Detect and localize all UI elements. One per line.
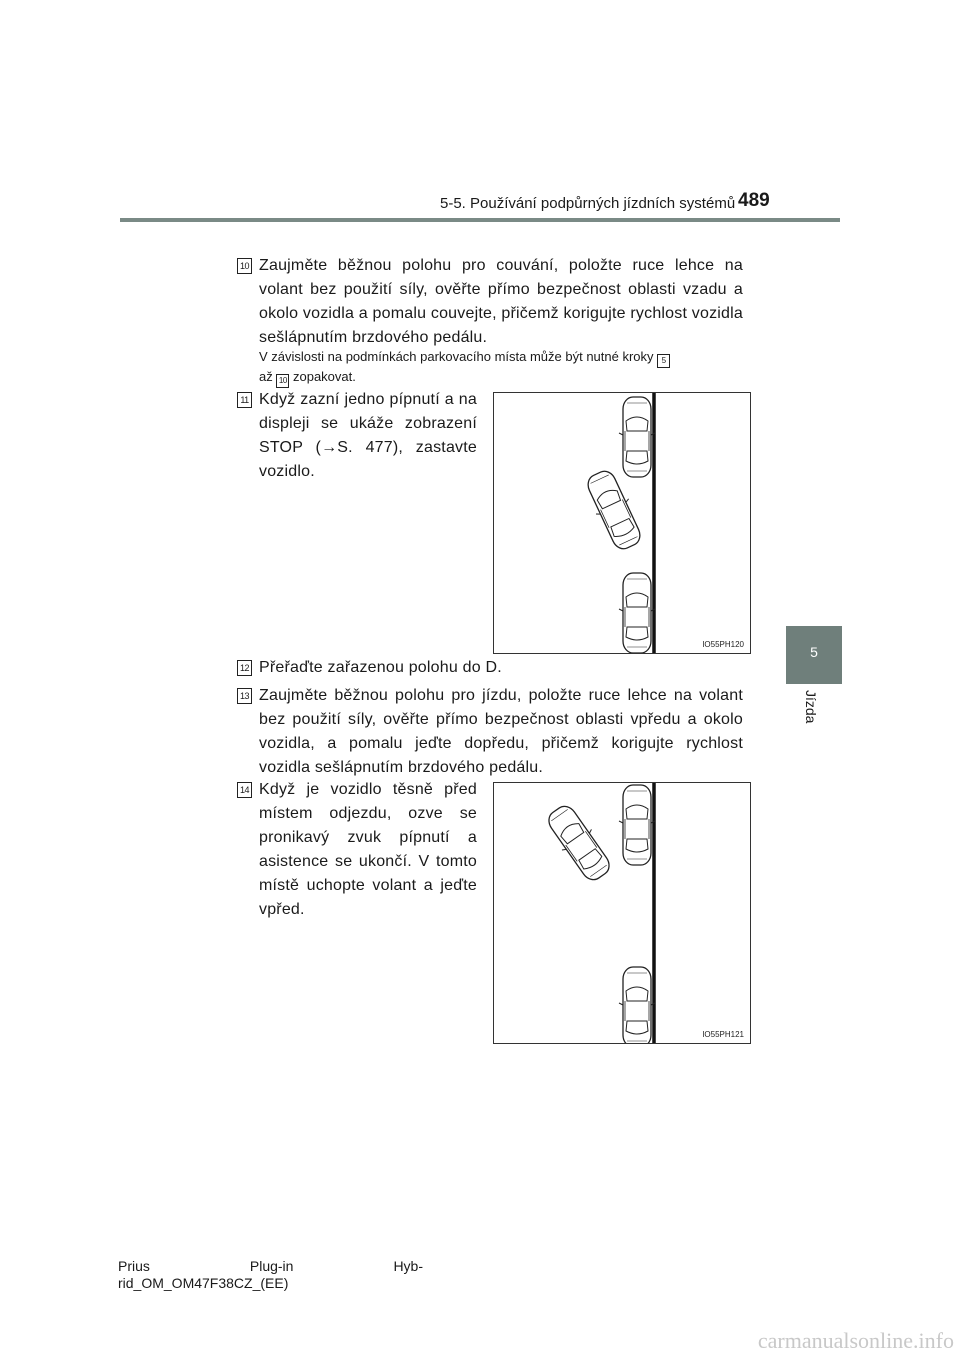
parking-diagram-1 [493,392,751,654]
step-number-12: 12 [237,660,252,676]
step-number-14: 14 [237,782,252,798]
footer-hyb: Hyb- [393,1258,423,1274]
figure-code-1: IO55PH120 [702,640,744,649]
step-13-text: Zaujměte běžnou polohu pro jízdu, položte ruce lehce na volant bez použití síly, ověřte přímo bezpečnost oblasti vpředu a okolo vozidla, a pomalu jeďte dopředu, přičemž korigujte rychlost vozidla sešlápnutím brzdového pedálu. [259,687,743,776]
note-step-ref-10: 10 [276,374,289,388]
step-number-11: 11 [237,392,252,408]
note-text-1: V závislosti na podmínkách parkovacího místa může být nutné kroky [259,349,654,364]
parking-diagram-2 [493,782,751,1044]
figure-code-2: IO55PH121 [702,1030,744,1039]
chapter-tab[interactable] [786,626,842,684]
parking-diagram-1-drawing [494,393,750,653]
parking-diagram-2-drawing [494,783,750,1043]
watermark: carmanualsonline.info [757,1328,954,1353]
step-11-text: Když zazní jedno pípnutí a na displeji se ukáže zobrazení STOP (→S. 477), zastavte vozidlo. [259,391,477,480]
note-text-3: zopakovat. [292,369,356,384]
footer-model: Prius [118,1258,150,1274]
header-rule [120,218,840,222]
step-12-text: Přeřaďte zařazenou polohu do D. [259,659,502,676]
page-number: 489 [738,190,770,211]
section-title: 5-5. Používání podpůrných jízdních systémů [440,195,736,212]
step-14-text: Když je vozidlo těsně před místem odjezdu, ozve se pronikavý zvuk pípnutí a asistence se ukončí. V tomto místě uchopte volant a jeďte vpřed. [259,781,477,918]
chapter-tab-label-text: Jízda [803,690,819,724]
note-step-ref-5: 5 [657,354,670,368]
step-note [259,348,749,388]
note-text-2: až [259,369,273,384]
footer-variant: Plug-in [249,1258,294,1274]
step-number-13: 13 [237,688,252,704]
footer-doc-code: rid_OM_OM47F38CZ_(EE) [118,1275,289,1291]
step-number-10: 10 [237,258,252,274]
step-10-text: Zaujměte běžnou polohu pro couvání, položte ruce lehce na volant bez použití síly, ověřte přímo bezpečnost oblasti vzadu a okolo vozidla a pomalu couvejte, přičemž korigujte rychlost vozidla sešlápnutím brzdového pedálu. [259,257,743,346]
document-footer [118,1258,423,1292]
chapter-tab-number: 5 [810,644,818,660]
chapter-tab-label [787,690,843,746]
